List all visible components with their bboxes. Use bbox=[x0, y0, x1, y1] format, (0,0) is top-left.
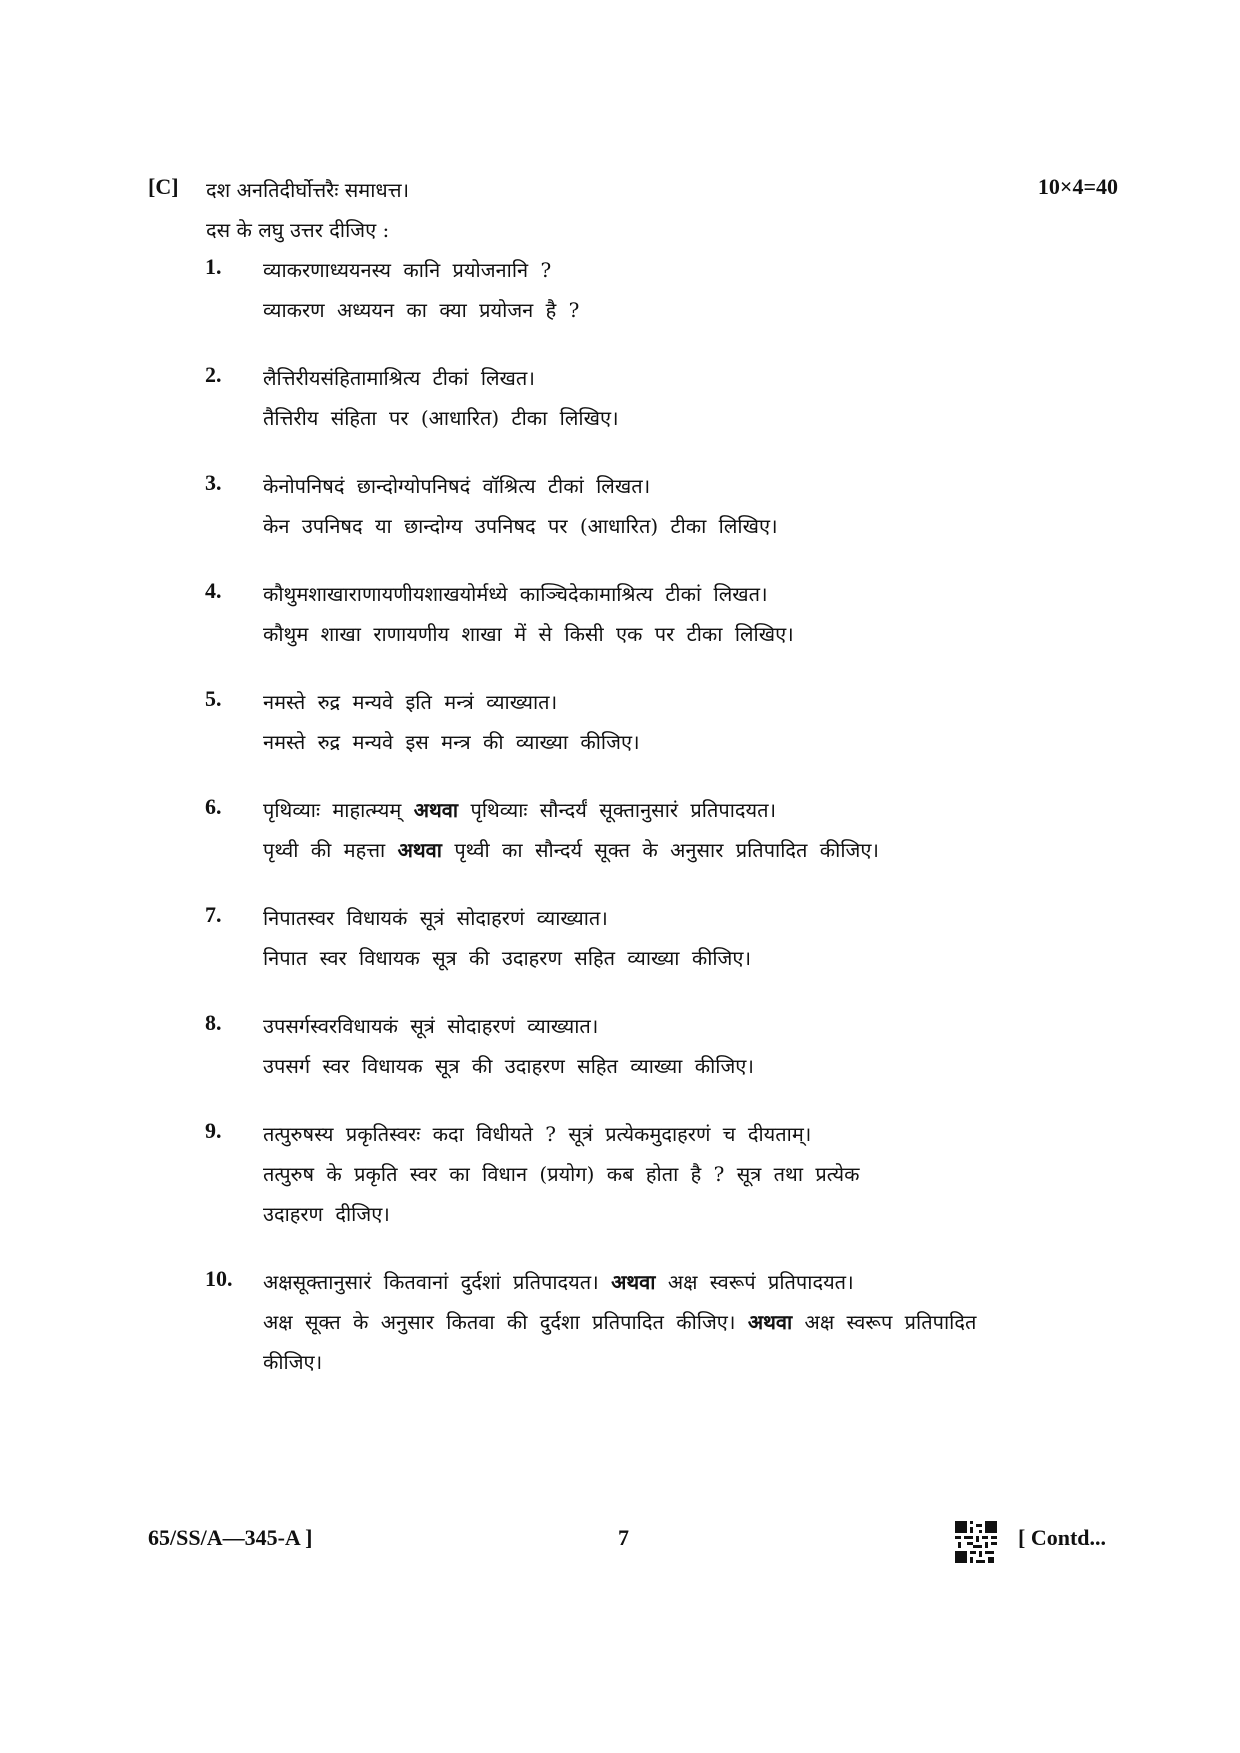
question-hindi: तैत्तिरीय संहिता पर (आधारित) टीका लिखिए। bbox=[263, 406, 619, 430]
section-label: [C] bbox=[148, 174, 179, 199]
question-hindi: नमस्ते रुद्र मन्यवे इस मन्त्र की व्याख्या कीजिए। bbox=[263, 730, 640, 754]
question-hindi: तत्पुरुष के प्रकृति स्वर का विधान (प्रयोग) कब होता है ? सूत्र तथा प्रत्येक bbox=[263, 1162, 860, 1186]
question-body bbox=[263, 1006, 1083, 1086]
question-body bbox=[263, 682, 1083, 762]
question-number: 3. bbox=[205, 470, 222, 495]
section-instruction-sanskrit: दश अनतिदीर्घोत्तरैः समाधत्त। bbox=[206, 178, 410, 202]
question-text: पृथिव्याः माहात्म्यम् bbox=[263, 798, 402, 822]
section-marks: 10×4=40 bbox=[1037, 174, 1118, 199]
question-hindi: कौथुम शाखा राणायणीय शाखा में से किसी एक पर टीका लिखिए। bbox=[263, 622, 794, 646]
qr-code-icon bbox=[955, 1521, 997, 1563]
question-hindi bbox=[263, 1302, 1083, 1342]
question-sanskrit: तत्पुरुषस्य प्रकृतिस्वरः कदा विधीयते ? सूत्रं प्रत्येकमुदाहरणं च दीयताम्। bbox=[263, 1122, 812, 1146]
page-number: 7 bbox=[618, 1525, 629, 1550]
question-sanskrit bbox=[263, 790, 1083, 830]
question-number: 10. bbox=[205, 1266, 233, 1291]
question-text: अक्षसूक्तानुसारं कितवानां दुर्दशां प्रतिपादयत। bbox=[263, 1270, 599, 1294]
question-sanskrit bbox=[263, 1262, 1083, 1302]
question-hindi-continued: कीजिए। bbox=[263, 1350, 323, 1374]
or-keyword: अथवा bbox=[397, 838, 442, 862]
question-number: 5. bbox=[205, 686, 222, 711]
question-body bbox=[263, 574, 1083, 654]
question-sanskrit: केनोपनिषदं छान्दोग्योपनिषदं वॉश्रित्य टीकां लिखत। bbox=[263, 474, 651, 498]
question-number: 9. bbox=[205, 1118, 222, 1143]
question-body bbox=[263, 1262, 1083, 1382]
question-hindi bbox=[263, 830, 1083, 870]
question-text: अक्ष सूक्त के अनुसार कितवा की दुर्दशा प्रतिपादित कीजिए। bbox=[263, 1310, 736, 1334]
question-sanskrit: लैत्तिरीयसंहितामाश्रित्य टीकां लिखत। bbox=[263, 366, 535, 390]
question-number: 1. bbox=[205, 254, 222, 279]
question-hindi-continued: उदाहरण दीजिए। bbox=[263, 1202, 390, 1226]
page-footer bbox=[148, 1525, 1118, 1565]
question-text: पृथ्वी का सौन्दर्य सूक्त के अनुसार प्रतिपादित कीजिए। bbox=[454, 838, 879, 862]
question-body bbox=[263, 358, 1083, 438]
question-number: 4. bbox=[205, 578, 222, 603]
question-hindi: निपात स्वर विधायक सूत्र की उदाहरण सहित व्याख्या कीजिए। bbox=[263, 946, 752, 970]
question-sanskrit: उपसर्गस्वरविधायकं सूत्रं सोदाहरणं व्याख्यात। bbox=[263, 1014, 599, 1038]
or-keyword: अथवा bbox=[611, 1270, 656, 1294]
section-instructions bbox=[206, 170, 409, 250]
question-sanskrit: व्याकरणाध्ययनस्य कानि प्रयोजनानि ? bbox=[263, 258, 552, 282]
question-number: 8. bbox=[205, 1010, 222, 1035]
question-body bbox=[263, 898, 1083, 978]
question-text: पृथ्वी की महत्ता bbox=[263, 838, 386, 862]
paper-code: 65/SS/A—345-A ] bbox=[148, 1525, 313, 1550]
continued-label: [ Contd... bbox=[1018, 1525, 1107, 1550]
question-body bbox=[263, 250, 1083, 330]
question-hindi: व्याकरण अध्ययन का क्या प्रयोजन है ? bbox=[263, 298, 580, 322]
section-instruction-hindi: दस के लघु उत्तर दीजिए : bbox=[206, 218, 390, 242]
question-sanskrit: निपातस्वर विधायकं सूत्रं सोदाहरणं व्याख्यात। bbox=[263, 906, 608, 930]
question-text: अक्ष स्वरूप प्रतिपादित bbox=[804, 1310, 977, 1334]
or-keyword: अथवा bbox=[413, 798, 459, 822]
question-number: 6. bbox=[205, 794, 222, 819]
question-hindi: उपसर्ग स्वर विधायक सूत्र की उदाहरण सहित व्याख्या कीजिए। bbox=[263, 1054, 754, 1078]
question-number: 7. bbox=[205, 902, 222, 927]
question-text: पृथिव्याः सौन्दर्यं सूक्तानुसारं प्रतिपादयत। bbox=[470, 798, 777, 822]
or-keyword: अथवा bbox=[747, 1310, 793, 1334]
question-body bbox=[263, 1114, 1083, 1234]
question-number: 2. bbox=[205, 362, 222, 387]
question-body bbox=[263, 790, 1083, 870]
question-text: अक्ष स्वरूपं प्रतिपादयत। bbox=[667, 1270, 854, 1294]
question-sanskrit: नमस्ते रुद्र मन्यवे इति मन्त्रं व्याख्यात। bbox=[263, 690, 558, 714]
question-hindi: केन उपनिषद या छान्दोग्य उपनिषद पर (आधारित) टीका लिखिए। bbox=[263, 514, 778, 538]
question-sanskrit: कौथुमशाखाराणायणीयशाखयोर्मध्ये काञ्चिदेकामाश्रित्य टीकां लिखत। bbox=[263, 582, 768, 606]
question-body bbox=[263, 466, 1083, 546]
